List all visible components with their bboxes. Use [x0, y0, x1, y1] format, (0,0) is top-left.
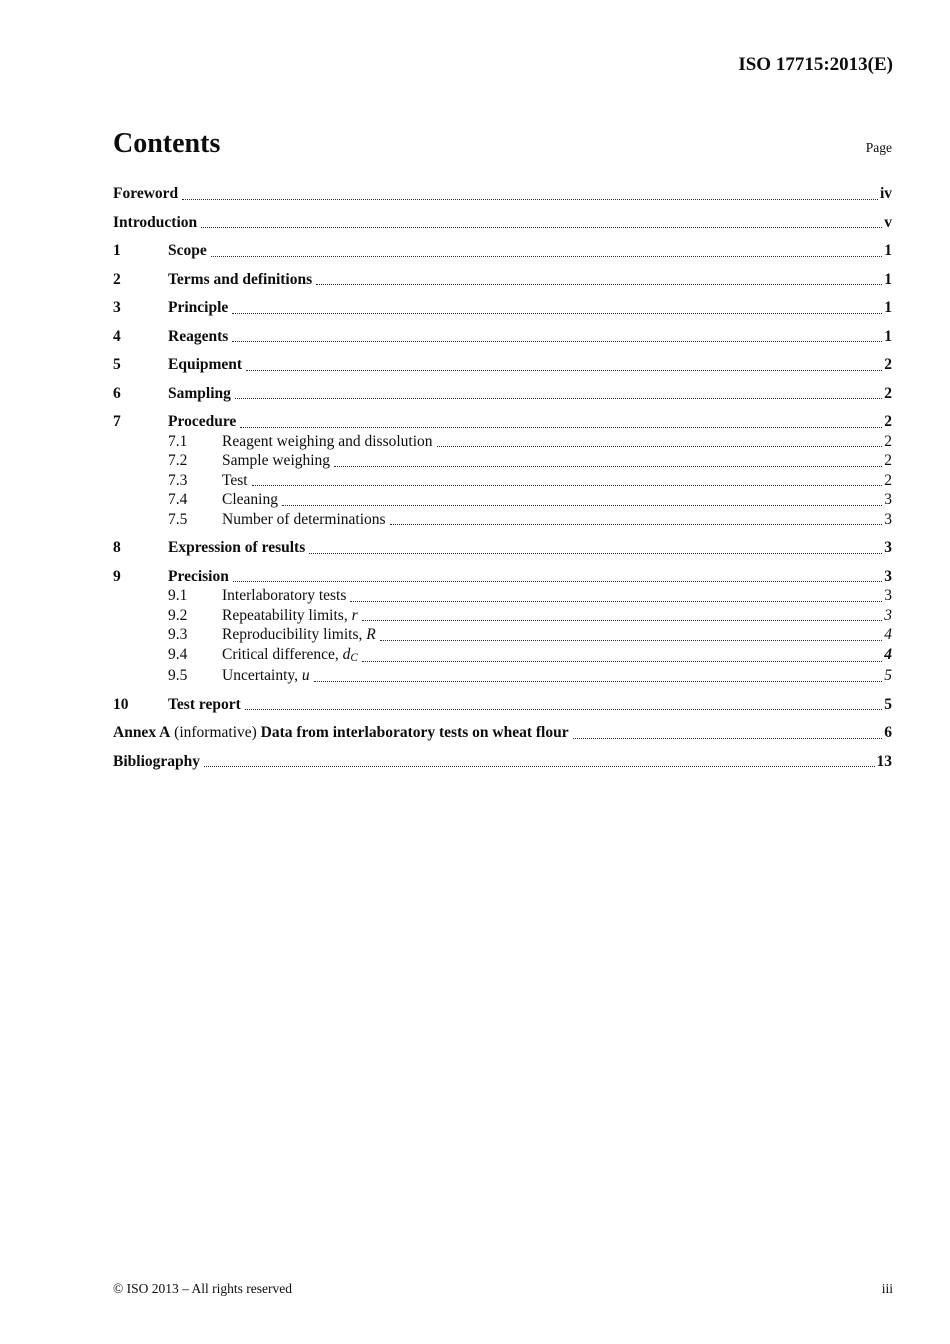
toc-entry[interactable] — [113, 606, 892, 625]
toc-entry[interactable] — [113, 270, 892, 289]
toc-entry[interactable] — [113, 355, 892, 374]
toc-leader-dots — [573, 738, 883, 739]
toc-title-segment: (informative) — [170, 724, 261, 741]
toc-entry-number: 9.5 — [168, 667, 188, 684]
toc-leader-dots — [233, 581, 882, 582]
toc-title-segment: Uncertainty, — [222, 667, 302, 684]
toc-title-segment: Procedure — [168, 413, 237, 430]
toc-entry-number: 9.3 — [168, 626, 188, 643]
toc-entry-page: 3 — [884, 587, 892, 604]
toc-entry-page: 2 — [884, 356, 892, 373]
toc-entry-number: 8 — [113, 539, 121, 556]
toc-entry[interactable] — [113, 645, 892, 666]
toc-entry[interactable] — [113, 586, 892, 605]
toc-leader-dots — [252, 485, 883, 486]
toc-entry-page: 1 — [884, 299, 892, 316]
toc-entry-title — [222, 432, 433, 451]
toc-entry-number: 7.5 — [168, 510, 188, 528]
toc-leader-dots — [232, 313, 882, 314]
toc-entry[interactable] — [113, 567, 892, 586]
toc-title-segment: d — [342, 645, 351, 663]
toc-leader-dots — [182, 199, 878, 200]
toc-title-segment: Critical difference, — [222, 645, 343, 663]
toc-entry-page: 1 — [884, 242, 892, 259]
toc-entry-title — [168, 355, 242, 374]
toc-title-segment: Scope — [168, 242, 207, 259]
toc-entry-title — [168, 695, 241, 714]
toc-title-segment: Data from interlaboratory tests on wheat flour — [260, 724, 569, 741]
toc-entry-number: 7 — [113, 413, 121, 430]
toc-leader-dots — [211, 256, 883, 257]
toc-entry-page: 13 — [876, 752, 892, 770]
toc-entry-page: 3 — [884, 491, 892, 508]
toc-leader-dots — [380, 640, 883, 641]
toc-entry-title — [222, 451, 330, 470]
toc-leader-dots — [235, 398, 882, 399]
toc-entry[interactable] — [113, 625, 892, 644]
toc-entry-title — [168, 412, 236, 431]
toc-entry-number: 4 — [113, 327, 121, 345]
toc-leader-dots — [362, 661, 882, 662]
toc-entry-page: 1 — [884, 327, 892, 345]
toc-entry-number: 7.4 — [168, 491, 188, 508]
toc-entry-number: 3 — [113, 299, 121, 316]
toc-list — [113, 184, 892, 771]
toc-entry-page: 2 — [884, 384, 892, 402]
copyright-notice: © ISO 2013 – All rights reserved — [113, 1281, 292, 1296]
toc-title-segment: Sampling — [168, 384, 231, 402]
toc-entry[interactable] — [113, 241, 892, 260]
toc-entry-title — [168, 567, 229, 586]
toc-entry[interactable] — [113, 451, 892, 470]
toc-title-segment: Bibliography — [113, 752, 200, 770]
toc-entry-title — [222, 510, 386, 529]
toc-title-segment: Introduction — [113, 213, 198, 231]
toc-entry-number: 2 — [113, 270, 121, 288]
toc-entry[interactable] — [113, 298, 892, 317]
toc-entry-number: 9 — [113, 567, 121, 585]
toc-entry[interactable] — [113, 432, 892, 451]
toc-title-segment: Test report — [168, 695, 241, 713]
toc-entry-page: v — [884, 213, 892, 231]
toc-leader-dots — [282, 505, 882, 506]
toc-leader-dots — [246, 370, 882, 371]
toc-title-segment: Repeatability limits, — [222, 606, 352, 624]
toc-entry-title — [168, 384, 231, 403]
toc-entry-number: 9.1 — [168, 587, 188, 604]
toc-entry-number: 7.3 — [168, 471, 188, 489]
toc-entry[interactable] — [113, 184, 892, 203]
toc-entry-title — [222, 625, 376, 644]
toc-entry-title — [222, 490, 278, 509]
toc-entry-title — [168, 270, 312, 289]
toc-entry-title — [222, 471, 248, 490]
toc-title-segment: Annex A — [113, 724, 171, 741]
toc-entry-page: 3 — [884, 606, 892, 624]
toc-title-segment: r — [351, 606, 358, 624]
toc-leader-dots — [314, 681, 883, 682]
toc-entry-title — [168, 298, 228, 317]
toc-entry[interactable] — [113, 327, 892, 346]
toc-entry-page: 2 — [884, 452, 892, 469]
toc-entry-page: iv — [879, 185, 892, 202]
toc-entry-number: 10 — [113, 695, 129, 713]
toc-entry-title — [222, 666, 310, 685]
toc-entry[interactable] — [113, 723, 892, 742]
toc-entry-number: 6 — [113, 384, 121, 402]
toc-leader-dots — [240, 427, 882, 428]
toc-entry-page: 5 — [884, 695, 892, 713]
toc-entry-number: 7.2 — [168, 452, 188, 469]
toc-title-segment: Reagents — [168, 327, 229, 345]
toc-entry-page: 4 — [884, 645, 892, 663]
toc-title-segment: Sample weighing — [222, 452, 331, 469]
toc-entry-title — [168, 241, 207, 260]
toc-leader-dots — [390, 524, 883, 525]
page-footer — [113, 1280, 893, 1298]
toc-entry[interactable] — [113, 213, 892, 232]
toc-title-segment: Foreword — [113, 185, 179, 202]
toc-entry[interactable] — [113, 412, 892, 431]
toc-leader-dots — [232, 341, 882, 342]
toc-entry-number: 5 — [113, 356, 121, 373]
toc-entry-title — [168, 327, 228, 346]
toc-entry-page: 2 — [884, 471, 892, 489]
contents-header — [113, 126, 892, 162]
toc-entry-number: 1 — [113, 242, 121, 259]
toc-entry[interactable] — [113, 384, 892, 403]
toc-entry-number: 7.1 — [168, 432, 188, 450]
toc-title-segment: Interlaboratory tests — [222, 587, 347, 604]
toc-entry-title — [113, 752, 200, 771]
toc-entry[interactable] — [113, 538, 892, 557]
toc-entry-title — [222, 586, 346, 605]
document-reference: ISO 17715:2013(E) — [738, 54, 893, 75]
toc-entry-number: 9.2 — [168, 606, 188, 624]
toc-entry-title — [113, 184, 178, 203]
toc-entry-page: 4 — [884, 626, 892, 643]
contents-title: Contents — [113, 128, 221, 159]
toc-entry-page: 3 — [884, 539, 892, 556]
toc-entry-title — [222, 606, 358, 625]
toc-title-segment: Terms and definitions — [168, 270, 313, 288]
toc-title-segment: Test — [222, 471, 248, 489]
toc-title-segment: C — [350, 651, 358, 664]
toc-entry[interactable] — [113, 752, 892, 771]
toc-entry[interactable] — [113, 510, 892, 529]
page-column-label: Page — [865, 140, 892, 155]
toc-entry-page: 3 — [884, 510, 892, 528]
toc-entry[interactable] — [113, 490, 892, 509]
toc-entry-page: 5 — [884, 667, 892, 684]
toc-entry[interactable] — [113, 666, 892, 685]
toc-entry-page: 2 — [884, 432, 892, 450]
toc-leader-dots — [334, 466, 882, 467]
toc-title-segment: Reproducibility limits, — [222, 626, 367, 643]
toc-title-segment: R — [366, 626, 376, 643]
toc-leader-dots — [204, 766, 875, 767]
toc-leader-dots — [362, 620, 883, 621]
toc-title-segment: Expression of results — [168, 539, 306, 556]
toc-leader-dots — [350, 601, 882, 602]
toc-entry-page: 2 — [884, 413, 892, 430]
toc-title-segment: u — [301, 667, 310, 684]
toc-entry-page: 1 — [884, 270, 892, 288]
toc-entry-title — [113, 723, 569, 742]
toc-leader-dots — [245, 709, 882, 710]
toc-entry-page: 6 — [884, 724, 892, 741]
toc-entry-title — [222, 645, 358, 666]
toc-entry[interactable] — [113, 471, 892, 490]
toc-entry-page: 3 — [884, 567, 892, 585]
folio-page-number: iii — [881, 1281, 893, 1296]
toc-entry-title — [113, 213, 197, 232]
toc-leader-dots — [437, 446, 883, 447]
toc-entry-title — [168, 538, 305, 557]
toc-title-segment: Cleaning — [222, 491, 278, 508]
toc-leader-dots — [316, 284, 882, 285]
toc-title-segment: Precision — [168, 567, 229, 585]
toc-entry-number: 9.4 — [168, 645, 188, 663]
toc-leader-dots — [309, 553, 882, 554]
toc-entry[interactable] — [113, 695, 892, 714]
toc-title-segment: Principle — [168, 299, 229, 316]
toc-title-segment: Reagent weighing and dissolution — [222, 432, 433, 450]
toc-title-segment: Equipment — [168, 356, 243, 373]
toc-title-segment: Number of determinations — [222, 510, 386, 528]
toc-leader-dots — [201, 227, 882, 228]
